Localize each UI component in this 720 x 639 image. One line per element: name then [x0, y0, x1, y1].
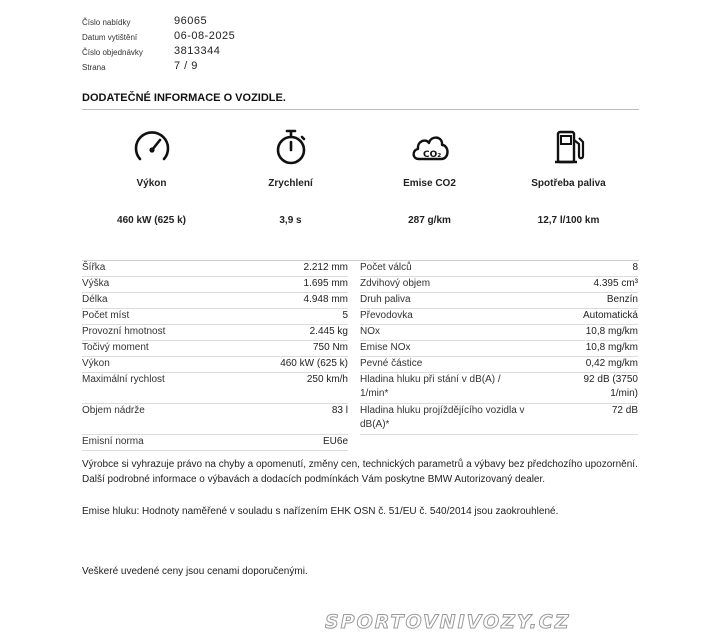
spec-value: EU6e	[322, 436, 348, 447]
kpi-label: Spotřeba paliva	[531, 178, 606, 189]
meta-value: 96065	[174, 15, 208, 27]
spec-row	[82, 357, 348, 373]
spec-column-right	[360, 261, 638, 451]
meta-value: 06-08-2025	[174, 30, 236, 42]
spec-value: 83 l	[331, 405, 348, 416]
spec-value: 2.445 kg	[309, 326, 348, 337]
spec-row	[360, 325, 638, 341]
spec-row	[82, 341, 348, 357]
spec-row	[82, 325, 348, 341]
spec-value: 1.695 mm	[303, 278, 348, 289]
spec-value: 750 Nm	[312, 342, 348, 353]
spec-row	[82, 309, 348, 325]
meta-row-offer-number	[82, 12, 235, 27]
meta-label: Strana	[82, 63, 106, 72]
spec-row	[82, 277, 348, 293]
price-note: Veškeré uvedené ceny jsou cenami doporučenými.	[82, 566, 308, 577]
spec-key: Provozní hmotnost	[82, 326, 166, 337]
spec-value: Automatická	[582, 310, 638, 321]
meta-value: 3813344	[174, 45, 221, 57]
spec-row	[360, 309, 638, 325]
spec-key: Emise NOx	[360, 342, 411, 353]
kpi-label: Zrychlení	[268, 178, 313, 189]
spec-key: Druh paliva	[360, 294, 411, 305]
kpi-label: Výkon	[136, 178, 167, 189]
kpi-acceleration	[221, 126, 360, 226]
meta-value: 7 / 9	[174, 60, 198, 72]
spec-key: Délka	[82, 294, 108, 305]
spec-value: 10,8 mg/km	[585, 342, 638, 353]
kpi-row	[82, 126, 639, 226]
spec-value: 460 kW (625 k)	[280, 358, 348, 369]
spec-value: 92 dB (3750 1/min)	[583, 374, 638, 399]
kpi-power	[82, 126, 221, 226]
document-meta	[82, 12, 235, 72]
spec-row	[360, 404, 638, 435]
meta-row-page	[82, 57, 235, 72]
spec-key: Objem nádrže	[82, 405, 145, 416]
spec-value: Benzín	[606, 294, 638, 305]
spec-value: 4.395 cm³	[593, 278, 638, 289]
spec-key: Převodovka	[360, 310, 413, 321]
co2-cloud-icon	[409, 126, 451, 168]
spec-key: Točivý moment	[82, 342, 149, 353]
section-title: DODATEČNÉ INFORMACE O VOZIDLE.	[82, 92, 639, 110]
spec-row	[360, 373, 638, 404]
stopwatch-icon	[270, 126, 312, 168]
watermark-logo: SPORTOVNIVOZY.CZ	[325, 611, 571, 633]
spec-row	[360, 357, 638, 373]
meta-label: Číslo nabídky	[82, 18, 131, 27]
kpi-value: 287 g/km	[408, 215, 451, 226]
spec-key: Hladina hluku projíždějícího vozidla v dB(A)*	[360, 405, 525, 430]
speedometer-icon	[131, 126, 173, 168]
kpi-fuel-consumption	[499, 126, 638, 226]
spec-value: 250 km/h	[306, 374, 348, 385]
spec-key: Emisní norma	[82, 436, 144, 447]
kpi-label: Emise CO2	[403, 178, 456, 189]
spec-row	[360, 261, 638, 277]
meta-label: Datum vytištění	[82, 33, 138, 42]
kpi-value: 460 kW (625 k)	[117, 215, 186, 226]
svg-text:CO₂: CO₂	[422, 150, 441, 160]
spec-value: 2.212 mm	[303, 262, 348, 273]
fuel-pump-icon	[548, 126, 590, 168]
spec-row	[82, 435, 348, 451]
spec-key: Maximální rychlost	[82, 374, 165, 385]
noise-emission-note: Emise hluku: Hodnoty naměřené v souladu s nařízením EHK OSN č. 51/EU č. 540/2014 jsou zaokrouhlené.	[82, 506, 559, 517]
kpi-value: 12,7 l/100 km	[537, 215, 600, 226]
spec-column-left	[82, 261, 360, 451]
spec-row	[360, 341, 638, 357]
spec-key: Výkon	[82, 358, 110, 369]
spec-value: 8	[632, 262, 638, 273]
spec-key: Počet míst	[82, 310, 130, 321]
spec-value: 72 dB	[611, 405, 638, 416]
meta-row-order-number	[82, 42, 235, 57]
spec-key: Pevné částice	[360, 358, 423, 369]
meta-label: Číslo objednávky	[82, 48, 143, 57]
meta-row-print-date	[82, 27, 235, 42]
spec-key: Výška	[82, 278, 110, 289]
spec-row	[82, 293, 348, 309]
spec-row	[82, 373, 348, 404]
spec-key: Hladina hluku při stání v dB(A) / 1/min*	[360, 374, 501, 399]
spec-row	[82, 261, 348, 277]
spec-key: Šířka	[82, 262, 106, 273]
spec-key: NOx	[360, 326, 380, 337]
spec-value: 10,8 mg/km	[585, 326, 638, 337]
spec-row	[360, 277, 638, 293]
spec-value: 4.948 mm	[303, 294, 348, 305]
spec-row	[360, 293, 638, 309]
spec-value: 0,42 mg/km	[585, 358, 638, 369]
spec-key: Počet válců	[360, 262, 412, 273]
kpi-value: 3,9 s	[279, 215, 302, 226]
spec-row	[82, 404, 348, 435]
disclaimer-text: Výrobce si vyhrazuje právo na chyby a opomenutí, změny cen, technických parametrů a výbavy bez předchozího upozornění. Další podrobné informace o výbavách a dodacích podmínkách Vám poskytne BMW Autorizovaný dealer.	[82, 459, 638, 485]
kpi-co2	[360, 126, 499, 226]
spec-value: 5	[342, 310, 348, 321]
spec-key: Zdvihový objem	[360, 278, 431, 289]
spec-table	[82, 260, 639, 451]
